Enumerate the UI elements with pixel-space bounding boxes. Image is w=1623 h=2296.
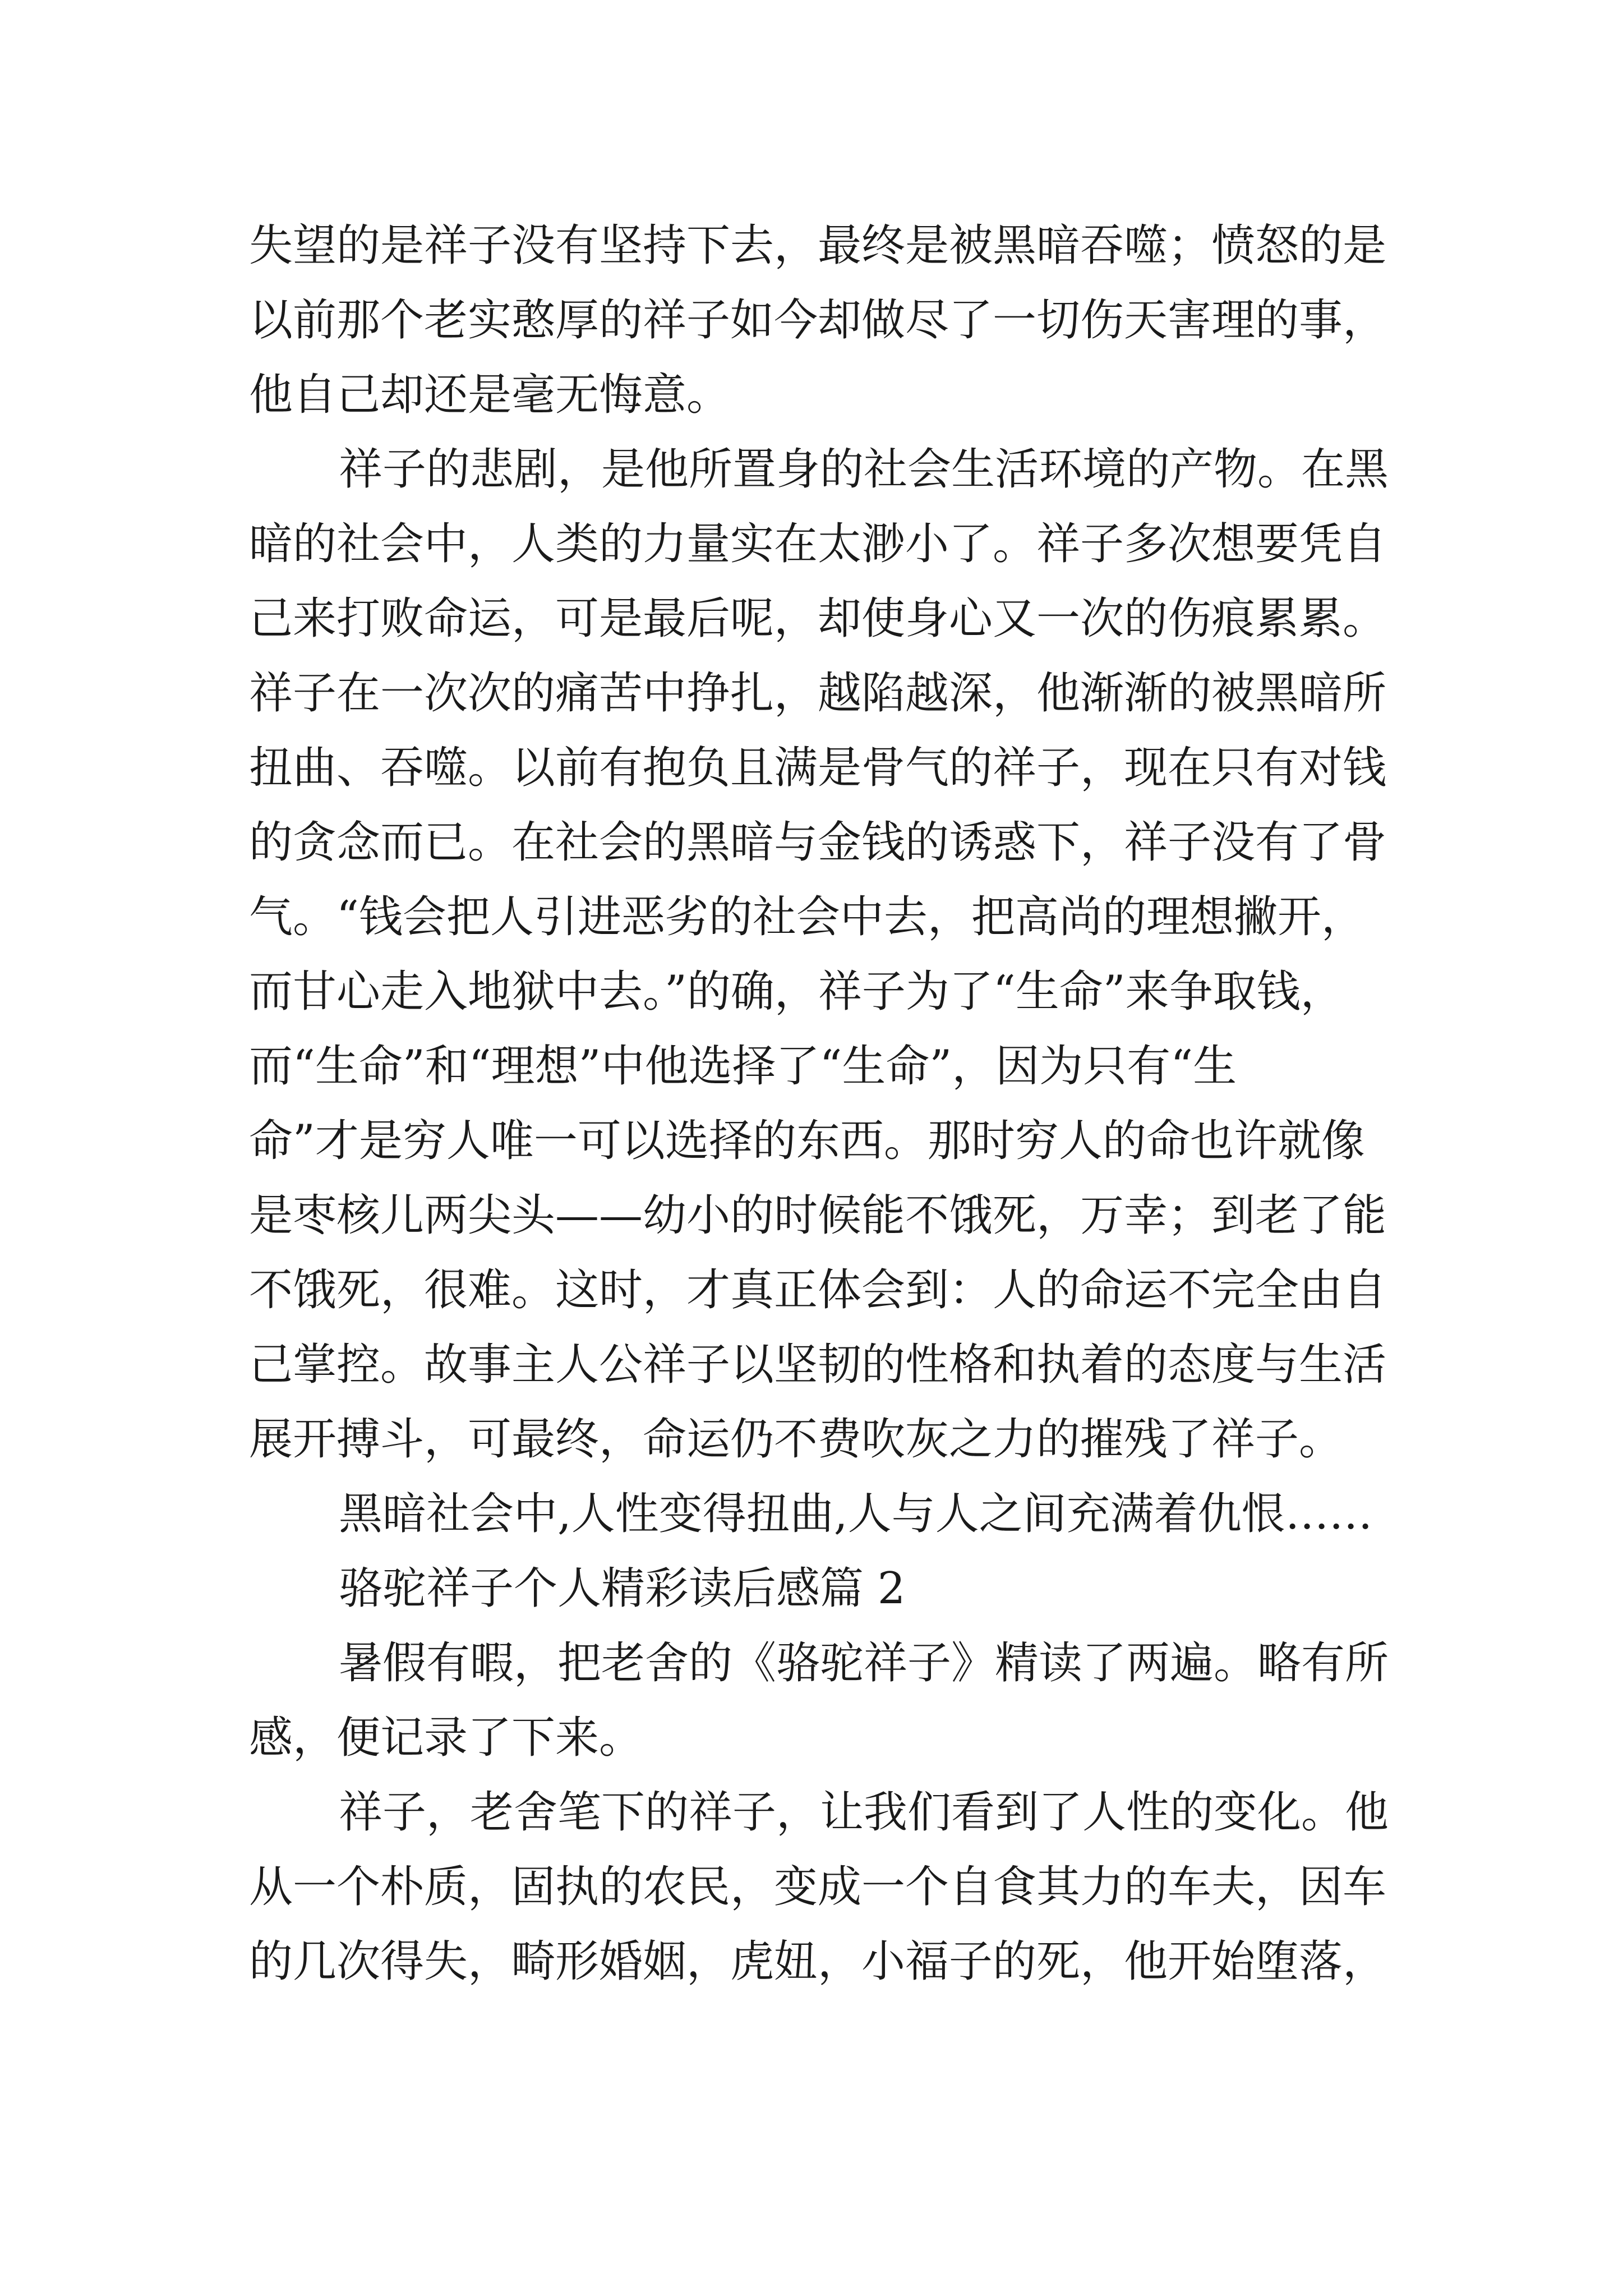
text-line: 而“生命”和“理想”中他选择了“生命”，因为只有“生 [249,1041,1237,1092]
text-line: 从一个朴质，固执的农民，变成一个自食其力的车夫，因车 [249,1862,1387,1912]
paragraph-first-line: 黑暗社会中,人性变得扭曲,人与人之间充满着仇恨…… [339,1489,1373,1539]
text-line: 以前那个老实憨厚的祥子如今却做尽了一切伤天害理的事， [249,295,1387,346]
text-line: 不饿死，很难。这时，才真正体会到：人的命运不完全由自 [249,1265,1387,1315]
paragraph-first-line: 暑假有暇，把老舍的《骆驼祥子》精读了两遍。略有所 [339,1638,1389,1688]
body-text [249,209,1393,1999]
text-line: 的几次得失，畸形婚姻，虎妞，小福子的死，他开始堕落， [249,1936,1387,1987]
text-line: 失望的是祥子没有坚持下去，最终是被黑暗吞噬；愤怒的是 [249,220,1387,271]
paragraph-first-line: 祥子，老舍笔下的祥子，让我们看到了人性的变化。他 [339,1787,1389,1838]
text-line: 气。“钱会把人引进恶劣的社会中去，把高尚的理想撇开， [249,892,1365,942]
text-line: 他自己却还是毫无悔意。 [249,370,731,420]
text-line: 己来打败命运，可是最后呢，却使身心又一次的伤痕累累。 [249,593,1387,644]
paragraph-first-line: 祥子的悲剧，是他所置身的社会生活环境的产物。在黑 [339,444,1389,495]
text-line: 的贪念而已。在社会的黑暗与金钱的诱惑下，祥子没有了骨 [249,817,1387,868]
text-line: 是枣核儿两尖头——幼小的时候能不饿死，万幸；到老了能 [249,1190,1387,1241]
text-line: 扭曲、吞噬。以前有抱负且满是骨气的祥子，现在只有对钱 [249,743,1387,793]
text-line: 命”才是穷人唯一可以选择的东西。那时穷人的命也许就像 [249,1116,1365,1166]
text-line: 祥子在一次次的痛苦中挣扎，越陷越深，他渐渐的被黑暗所 [249,668,1387,719]
text-line: 暗的社会中，人类的力量实在太渺小了。祥子多次想要凭自 [249,519,1387,569]
text-line: 感，便记录了下来。 [249,1713,643,1763]
text-line: 展开搏斗，可最终，命运仍不费吹灰之力的摧残了祥子。 [249,1414,1343,1465]
text-line: 己掌控。故事主人公祥子以坚韧的性格和执着的态度与生活 [249,1340,1387,1390]
text-line: 而甘心走入地狱中去。”的确，祥子为了“生命”来争取钱， [249,967,1344,1017]
section-heading: 骆驼祥子个人精彩读后感篇 2 [339,1563,906,1614]
